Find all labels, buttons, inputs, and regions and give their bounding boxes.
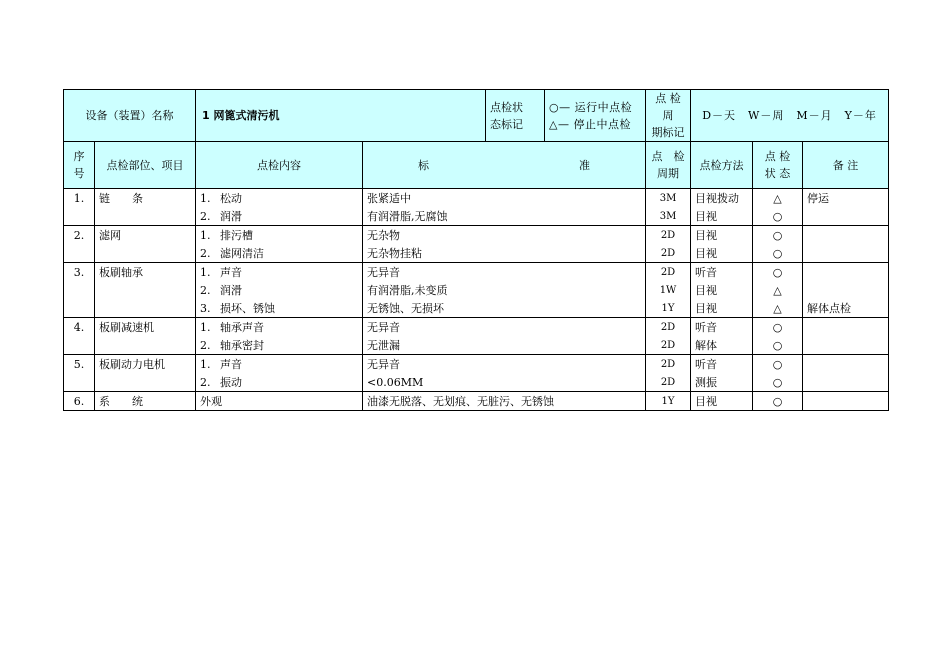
status-mark-legend: ○— 运行中点检 △— 停止中点检	[545, 90, 646, 142]
seq-cell	[64, 299, 95, 318]
cycle-cell: 2D	[646, 318, 691, 337]
status-cell: △	[753, 281, 803, 299]
standard-cell: 无杂物	[363, 226, 646, 245]
status-cell: ○	[753, 226, 803, 245]
seq-cell	[64, 244, 95, 263]
standard-cell: 无泄漏	[363, 336, 646, 355]
remark-cell	[803, 336, 889, 355]
standard-cell: 无锈蚀、无损坏	[363, 299, 646, 318]
remark-cell	[803, 226, 889, 245]
seq-cell	[64, 336, 95, 355]
cycle-cell: 2D	[646, 244, 691, 263]
cycle-cell: 2D	[646, 355, 691, 374]
item-number: 1.	[200, 265, 211, 279]
col-standard: 标 准	[363, 142, 646, 189]
content-cell	[196, 336, 363, 355]
part-cell: 板刷动力电机	[95, 355, 196, 374]
part-cell	[95, 281, 196, 299]
item-content: 轴承密封	[220, 338, 264, 352]
item-number: 1.	[200, 320, 211, 334]
cycle-cell: 1Y	[646, 299, 691, 318]
table-row	[64, 244, 889, 263]
standard-cell: 无异音	[363, 263, 646, 282]
standard-cell: 无异音	[363, 355, 646, 374]
standard-cell: 张紧适中	[363, 189, 646, 208]
cycle-cell: 2D	[646, 226, 691, 245]
col-method: 点检方法	[691, 142, 753, 189]
method-cell: 听音	[691, 318, 753, 337]
seq-cell	[64, 373, 95, 392]
col-content: 点检内容	[196, 142, 363, 189]
method-cell: 目视	[691, 244, 753, 263]
status-cell: ○	[753, 373, 803, 392]
content-cell	[196, 373, 363, 392]
item-number: 2.	[200, 209, 211, 223]
remark-cell	[803, 263, 889, 282]
item-number: 1.	[200, 228, 211, 242]
part-cell: 链 条	[95, 189, 196, 208]
col-cycle: 点 检 周期	[646, 142, 691, 189]
table-row	[64, 318, 889, 337]
device-label: 设备（装置）名称	[64, 90, 196, 142]
remark-cell: 停运	[803, 189, 889, 208]
part-cell	[95, 336, 196, 355]
table-row	[64, 336, 889, 355]
content-cell	[196, 263, 363, 282]
table-row	[64, 355, 889, 374]
part-cell	[95, 373, 196, 392]
content-cell	[196, 207, 363, 226]
seq-cell: 5.	[64, 355, 95, 374]
remark-cell	[803, 318, 889, 337]
header-row	[64, 90, 889, 142]
cycle-cell: 2D	[646, 373, 691, 392]
seq-cell: 3.	[64, 263, 95, 282]
status-cell: ○	[753, 263, 803, 282]
method-cell: 目视	[691, 207, 753, 226]
seq-cell	[64, 281, 95, 299]
status-cell: ○	[753, 207, 803, 226]
item-content: 外观	[200, 394, 222, 408]
content-cell	[196, 281, 363, 299]
item-number: 2.	[200, 246, 211, 260]
content-cell	[196, 355, 363, 374]
seq-cell: 1.	[64, 189, 95, 208]
col-status: 点 检 状 态	[753, 142, 803, 189]
remark-cell	[803, 281, 889, 299]
cycle-cell: 1W	[646, 281, 691, 299]
content-cell	[196, 244, 363, 263]
item-number: 2.	[200, 283, 211, 297]
table-row	[64, 207, 889, 226]
part-cell	[95, 244, 196, 263]
table-row	[64, 281, 889, 299]
seq-cell: 6.	[64, 392, 95, 411]
part-cell: 滤网	[95, 226, 196, 245]
device-name: 1 网篦式清污机	[196, 90, 486, 142]
table-row	[64, 263, 889, 282]
item-content: 声音	[220, 357, 242, 371]
item-number: 3.	[200, 301, 211, 315]
part-cell: 系 统	[95, 392, 196, 411]
remark-cell	[803, 244, 889, 263]
method-cell: 目视	[691, 281, 753, 299]
table-row	[64, 189, 889, 208]
method-cell: 测振	[691, 373, 753, 392]
remark-cell	[803, 373, 889, 392]
method-cell: 目视	[691, 392, 753, 411]
cycle-cell: 1Y	[646, 392, 691, 411]
standard-cell: 油漆无脱落、无划痕、无脏污、无锈蚀	[363, 392, 646, 411]
item-content: 滤网清洁	[220, 246, 264, 260]
table-row	[64, 373, 889, 392]
status-cell: △	[753, 189, 803, 208]
item-content: 松动	[220, 191, 242, 205]
cycle-cell: 3M	[646, 207, 691, 226]
part-cell: 板刷轴承	[95, 263, 196, 282]
status-cell: ○	[753, 318, 803, 337]
item-content: 损坏、锈蚀	[220, 301, 275, 315]
method-cell: 听音	[691, 355, 753, 374]
item-content: 润滑	[220, 209, 242, 223]
remark-cell	[803, 392, 889, 411]
content-cell	[196, 299, 363, 318]
item-number: 2.	[200, 338, 211, 352]
method-cell: 目视	[691, 299, 753, 318]
standard-cell: 有润滑脂,未变质	[367, 283, 448, 297]
item-number: 1.	[200, 191, 211, 205]
inspection-table	[63, 89, 889, 411]
standard-cell: 有润滑脂,无腐蚀	[363, 207, 646, 226]
item-number: 1.	[200, 357, 211, 371]
seq-cell: 2.	[64, 226, 95, 245]
item-content: 轴承声音	[220, 320, 264, 334]
status-cell: ○	[753, 336, 803, 355]
status-mark-label: 点检状 态标记	[486, 90, 545, 142]
status-cell: ○	[753, 355, 803, 374]
col-remark: 备 注	[803, 142, 889, 189]
item-content: 声音	[220, 265, 242, 279]
content-cell	[196, 392, 363, 411]
seq-cell: 4.	[64, 318, 95, 337]
remark-cell: 解体点检	[803, 299, 889, 318]
cycle-cell: 3M	[646, 189, 691, 208]
item-content: 润滑	[220, 283, 242, 297]
column-header-row	[64, 142, 889, 189]
period-legend: D－天 W－周 M－月 Y－年	[691, 90, 889, 142]
col-part: 点检部位、项目	[95, 142, 196, 189]
seq-cell	[64, 207, 95, 226]
item-number: 2.	[200, 375, 211, 389]
part-cell	[95, 207, 196, 226]
cycle-cell: 2D	[646, 336, 691, 355]
table-row	[64, 226, 889, 245]
status-cell: ○	[753, 392, 803, 411]
item-content: 排污槽	[220, 228, 253, 242]
col-seq: 序 号	[64, 142, 95, 189]
remark-cell	[803, 207, 889, 226]
content-cell	[196, 226, 363, 245]
table-row	[64, 299, 889, 318]
method-cell: 解体	[691, 336, 753, 355]
status-cell: ○	[753, 244, 803, 263]
table-row	[64, 392, 889, 411]
standard-cell: 无异音	[363, 318, 646, 337]
status-cell: △	[753, 299, 803, 318]
standard-cell: <0.06MM	[363, 373, 646, 392]
cycle-cell: 2D	[646, 263, 691, 282]
method-cell: 目视拨动	[691, 189, 753, 208]
item-content: 振动	[220, 375, 242, 389]
method-cell: 目视	[691, 226, 753, 245]
content-cell	[196, 189, 363, 208]
remark-cell	[803, 355, 889, 374]
part-cell	[95, 299, 196, 318]
standard-cell: 无杂物挂粘	[363, 244, 646, 263]
method-cell: 听音	[691, 263, 753, 282]
content-cell	[196, 318, 363, 337]
period-mark-label: 点 检 周 期标记	[646, 90, 691, 142]
part-cell: 板刷减速机	[95, 318, 196, 337]
